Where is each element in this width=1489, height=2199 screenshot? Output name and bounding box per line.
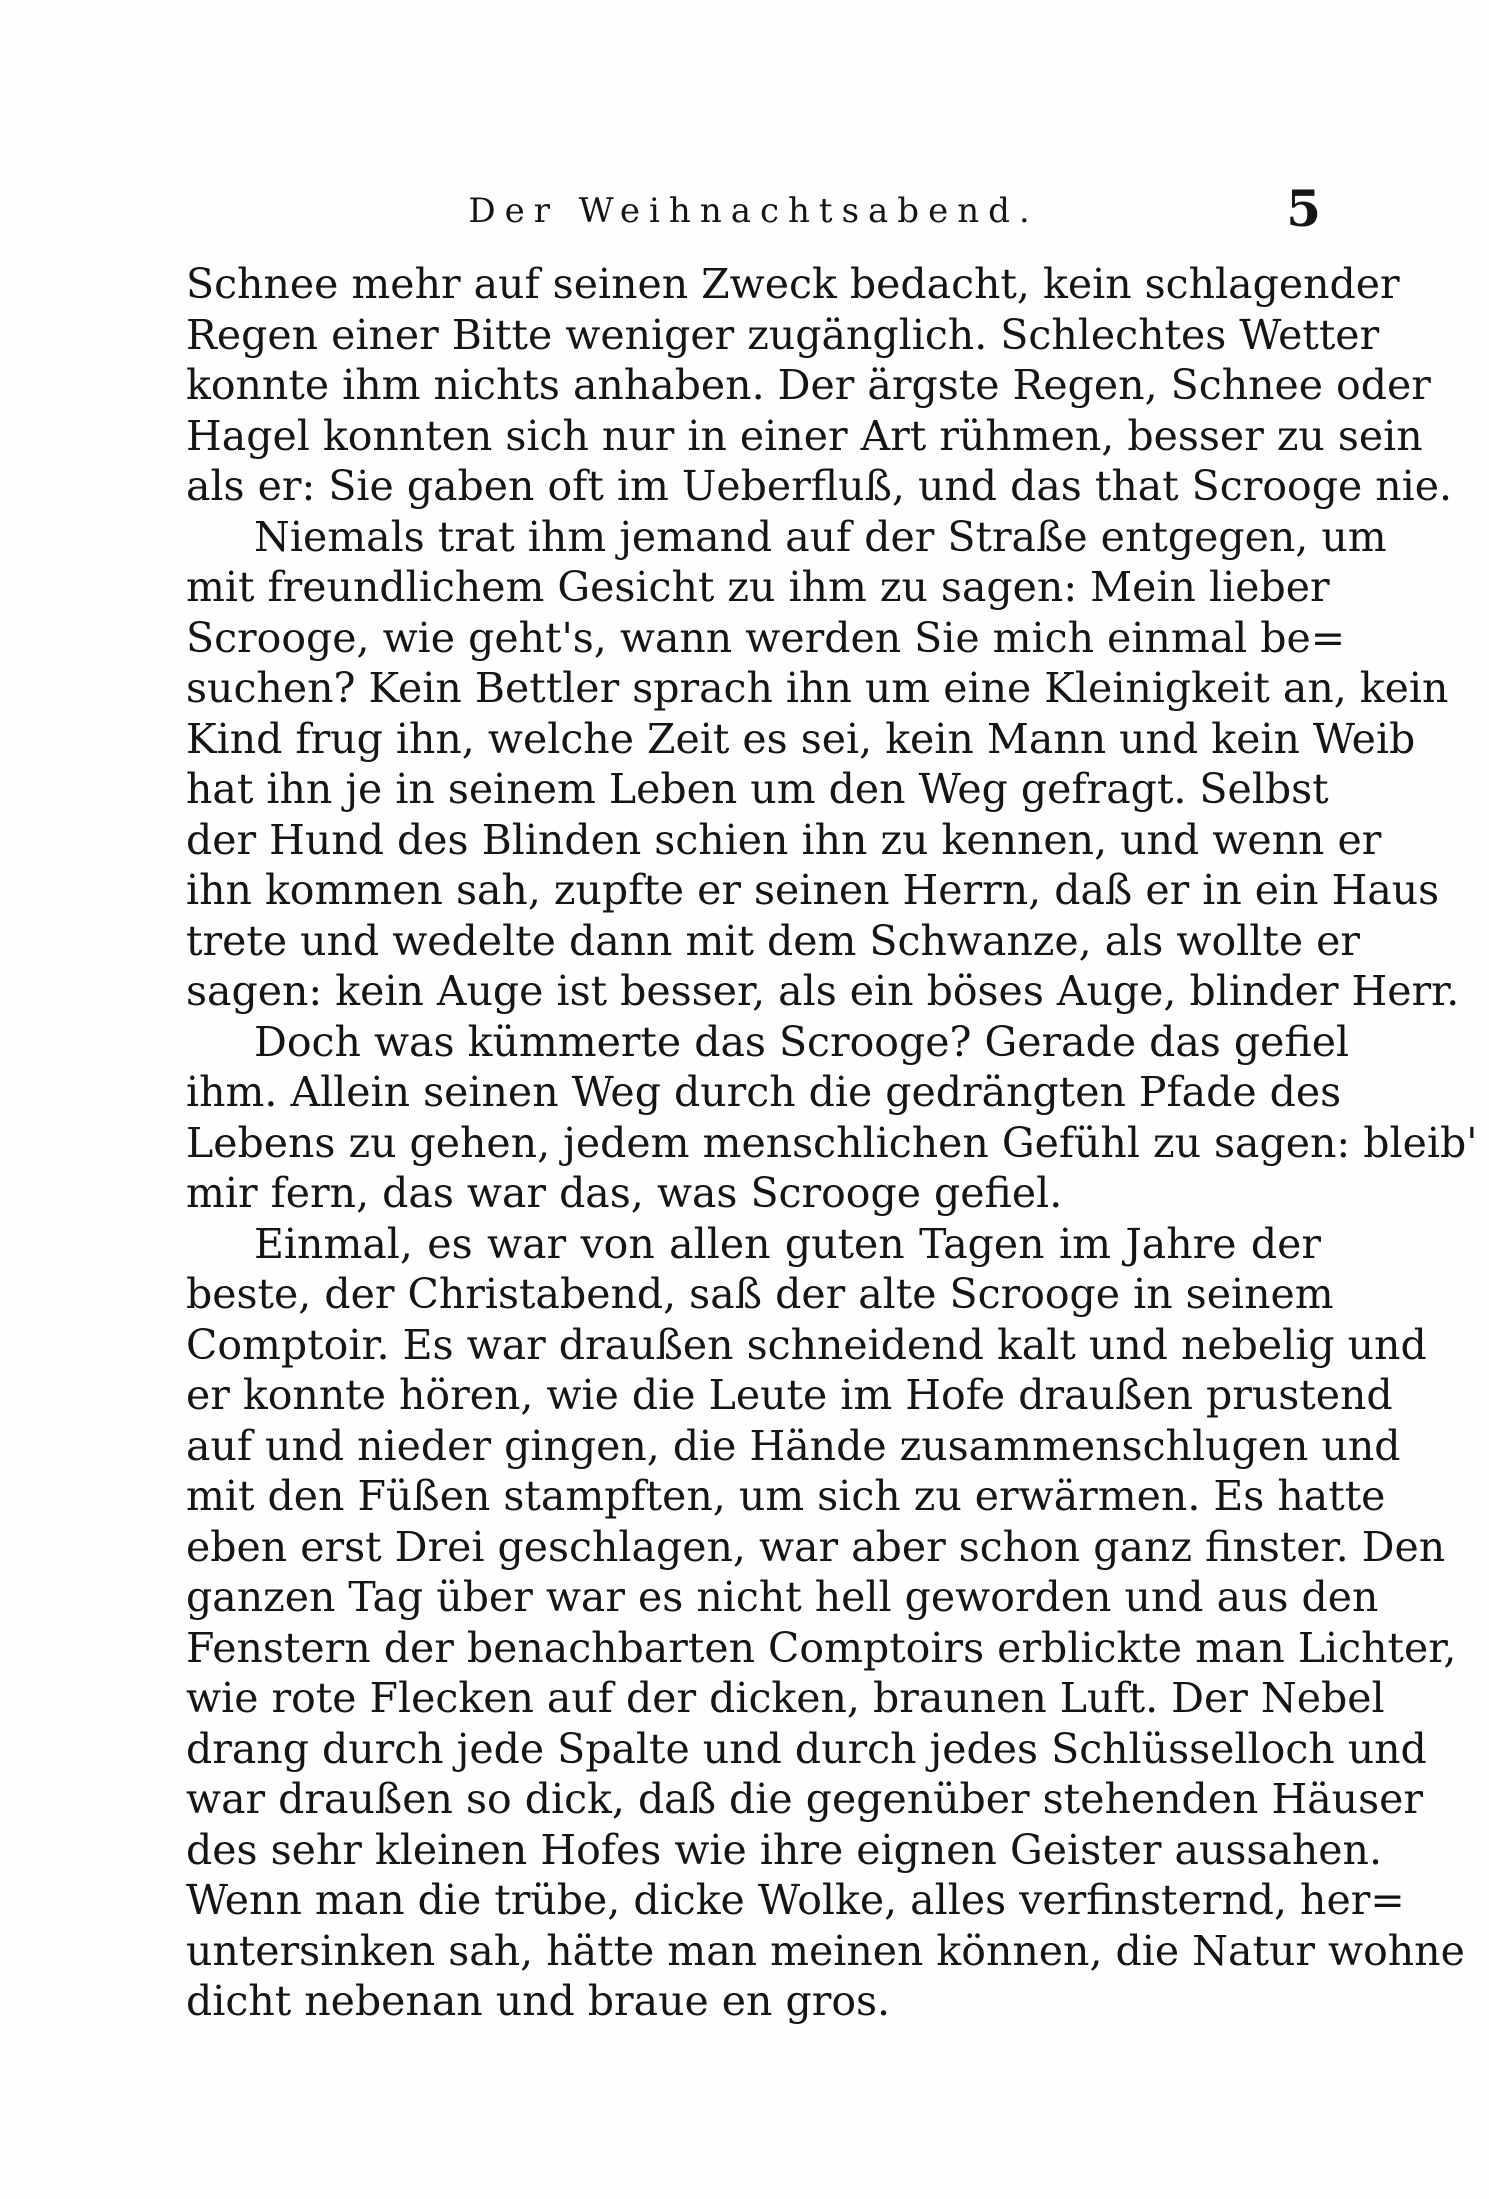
text-line: Doch was kümmerte das Scrooge? Gerade das gefiel <box>254 1017 1350 1066</box>
text-line: Wenn man die trübe, dicke Wolke, alles verfinsternd, her= <box>186 1876 1405 1924</box>
text-line: suchen? Kein Bettler sprach ihn um eine Kleinigkeit an, kein <box>186 664 1449 712</box>
text-line: Comptoir. Es war draußen schneidend kalt und nebelig und <box>186 1320 1427 1369</box>
text-line: als er: Sie gaben oft im Ueberfluß, und das that Scrooge nie. <box>186 462 1453 510</box>
body-text <box>186 259 1478 2027</box>
text-line: Regen einer Bitte weniger zugänglich. Schlechtes Wetter <box>186 310 1380 359</box>
text-line: dicht nebenan und braue en gros. <box>186 1977 891 2025</box>
text-line: untersinken sah, hätte man meinen können, die Natur wohne <box>186 1926 1465 1975</box>
text-line: konnte ihm nichts anhaben. Der ärgste Regen, Schnee oder <box>186 361 1431 409</box>
text-line: er konnte hören, wie die Leute im Hofe draußen prustend <box>186 1371 1393 1419</box>
text-line: war draußen so dick, daß die gegenüber stehenden Häuser <box>186 1775 1423 1823</box>
text-line: Scrooge, wie geht's, wann werden Sie mich einmal be= <box>186 613 1346 662</box>
text-line: Fenstern der benachbarten Comptoirs erblickte man Lichter, <box>186 1623 1457 1672</box>
text-line: auf und nieder gingen, die Hände zusammenschlugen und <box>186 1421 1401 1470</box>
text-line: Schnee mehr auf seinen Zweck bedacht, kein schlagender <box>186 260 1400 308</box>
text-line: Hagel konnten sich nur in einer Art rühmen, besser zu sein <box>186 411 1423 460</box>
text-line: ihm. Allein seinen Weg durch die gedrängten Pfade des <box>186 1068 1342 1116</box>
text-line: eben erst Drei geschlagen, war aber schon ganz finster. Den <box>186 1522 1446 1571</box>
text-line: ganzen Tag über war es nicht hell geworden und aus den <box>186 1573 1379 1621</box>
text-line: mit freundlichem Gesicht zu ihm zu sagen: Mein lieber <box>186 563 1330 611</box>
text-line: wie rote Flecken auf der dicken, braunen Luft. Der Nebel <box>186 1674 1385 1722</box>
text-line: mit den Füßen stampften, um sich zu erwärmen. Es hatte <box>186 1472 1386 1520</box>
text-line: Einmal, es war von allen guten Tagen im Jahre der <box>254 1219 1321 1268</box>
text-line: des sehr kleinen Hofes wie ihre eignen Geister aussahen. <box>186 1825 1382 1874</box>
text-line: sagen: kein Auge ist besser, als ein böses Auge, blinder Herr. <box>186 967 1460 1015</box>
text-line: der Hund des Blinden schien ihn zu kennen, und wenn er <box>186 815 1382 864</box>
text-line: Kind frug ihn, welche Zeit es sei, kein Mann und kein Weib <box>186 714 1416 763</box>
running-title: Der Weihnachtsabend. <box>468 191 1039 231</box>
page-number: 5 <box>1286 179 1321 238</box>
text-line: Niemals trat ihm jemand auf der Straße entgegen, um <box>254 512 1387 561</box>
text-line: beste, der Christabend, saß der alte Scrooge in seinem <box>186 1270 1334 1318</box>
text-line: hat ihn je in seinem Leben um den Weg gefragt. Selbst <box>186 765 1329 813</box>
running-head <box>186 179 1321 246</box>
text-line: trete und wedelte dann mit dem Schwanze, als wollte er <box>186 916 1361 965</box>
text-line: ihn kommen sah, zupfte er seinen Herrn, daß er in ein Haus <box>186 866 1440 914</box>
text-line: drang durch jede Spalte und durch jedes Schlüsselloch und <box>186 1724 1427 1773</box>
text-line: mir fern, das war das, was Scrooge gefiel. <box>186 1169 1063 1217</box>
text-line: Lebens zu gehen, jedem menschlichen Gefühl zu sagen: bleib' <box>186 1118 1478 1167</box>
